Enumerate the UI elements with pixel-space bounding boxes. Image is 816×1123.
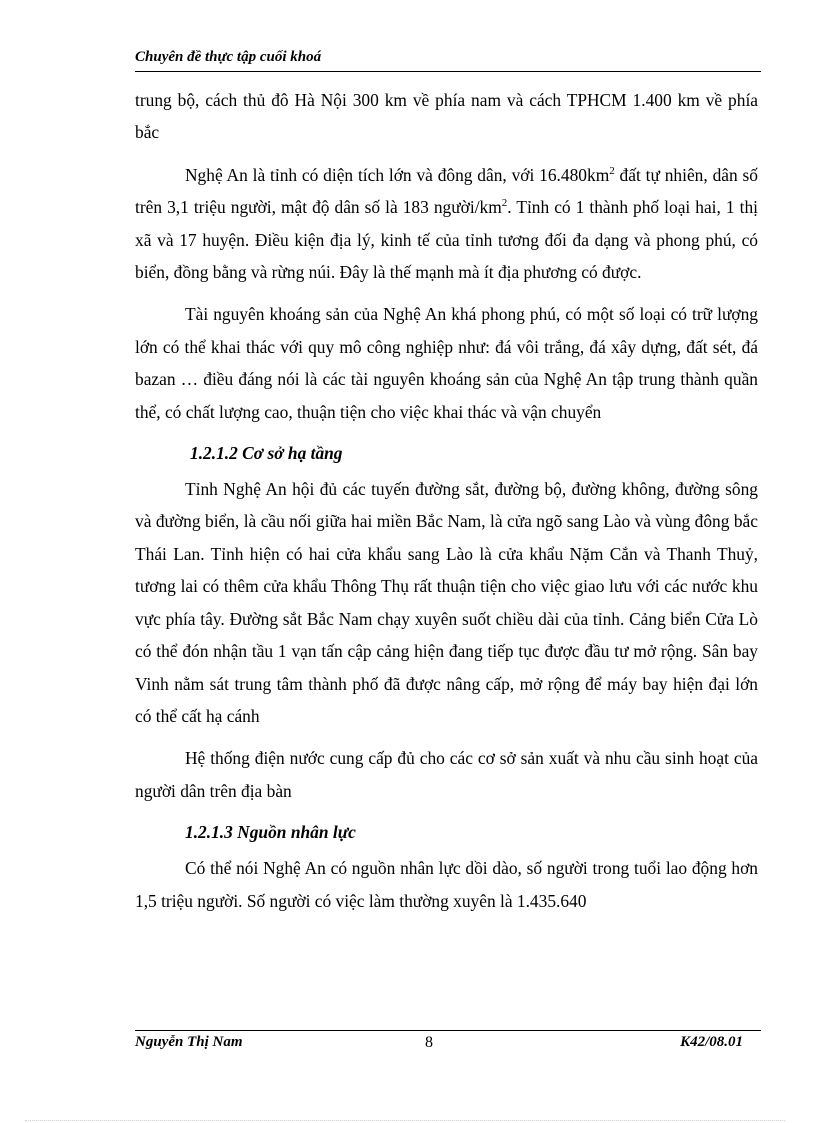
paragraph-6: Có thể nói Nghệ An có nguồn nhân lực dồi dào, số người trong tuổi lao động hơn 1,5 triệu người. Số người có việc làm thường xuyên là 1.435.640	[135, 858, 758, 911]
paragraph-4: Tỉnh Nghệ An hội đủ các tuyến đường sắt, đường bộ, đường không, đường sông và đường biển, là cầu nối giữa hai miền Bắc Nam, là cửa ngõ sang Lào và vùng đông bắc Thái Lan. Tỉnh hiện có hai cửa khẩu sang Lào là cửa khẩu Nặm Cắn và Thanh Thuỷ, tương lai có thêm cửa khẩu Thông Thụ rất thuận tiện cho việc giao lưu với các nước khu vực phía tây. Đường sắt Bắc Nam chạy xuyên suốt chiều dài của tỉnh. Cảng biển Cửa Lò có thể đón nhận tầu 1 vạn tấn cập cảng hiện đang tiếp tục được đầu tư mở rộng. Sân bay Vinh nằm sát trung tâm thành phố đã được nâng cấp, mở rộng để máy bay hiện đại lớn có thể cất hạ cánh	[135, 479, 758, 726]
paragraph-2-part-3: . Tỉnh có 1 thành phố loại hai, 1 thị xã và 17 huyện. Điều kiện địa lý, kinh tế của tỉnh tương đối đa dạng và phong phú, có biển, đồng bằng và rừng núi. Đây là thế mạnh mà ít địa phương có được.	[135, 197, 758, 283]
section-heading-1-2-1-3: 1.2.1.3 Nguồn nhân lực	[185, 822, 356, 843]
paragraph-2-part-1: Nghệ An là tỉnh có diện tích lớn và đông dân, với 16.480km	[185, 164, 610, 185]
superscript-2: 2	[501, 197, 508, 210]
page-content	[135, 84, 758, 917]
footer-page-number: 8	[425, 1034, 433, 1051]
footer-divider	[135, 1030, 761, 1031]
footer-author: Nguyễn Thị Nam	[135, 1034, 243, 1050]
section-heading-1-2-1-2: 1.2.1.2 Cơ sở hạ tầng	[190, 443, 343, 464]
paragraph-5: Hệ thống điện nước cung cấp đủ cho các cơ sở sản xuất và nhu cầu sinh hoạt của người dân trên địa bàn	[135, 748, 758, 801]
footer-code: K42/08.01	[680, 1034, 743, 1050]
paragraph-2	[135, 159, 758, 289]
paragraph-2-part-2: đất tự nhiên, dân số trên 3,1 triệu người, mật độ dân số là 183 người/km	[135, 164, 758, 218]
superscript-1: 2	[609, 165, 615, 178]
paragraph-3: Tài nguyên khoáng sản của Nghệ An khá phong phú, có một số loại có trữ lượng lớn có thể khai thác với quy mô công nghiệp như: đá vôi trắng, đá xây dựng, đất sét, đá bazan … điều đáng nói là các tài nguyên khoáng sản của Nghệ An tập trung thành quần thể, có chất lượng cao, thuận tiện cho việc khai thác và vận chuyển	[135, 304, 758, 422]
header-title: Chuyên đề thực tập cuối khoá	[135, 49, 322, 65]
header-divider	[135, 71, 761, 72]
page-edge-dotted-line	[25, 1120, 785, 1121]
paragraph-1: trung bộ, cách thủ đô Hà Nội 300 km về phía nam và cách TPHCM 1.400 km về phía bắc	[135, 90, 758, 143]
page-footer	[135, 1034, 761, 1056]
